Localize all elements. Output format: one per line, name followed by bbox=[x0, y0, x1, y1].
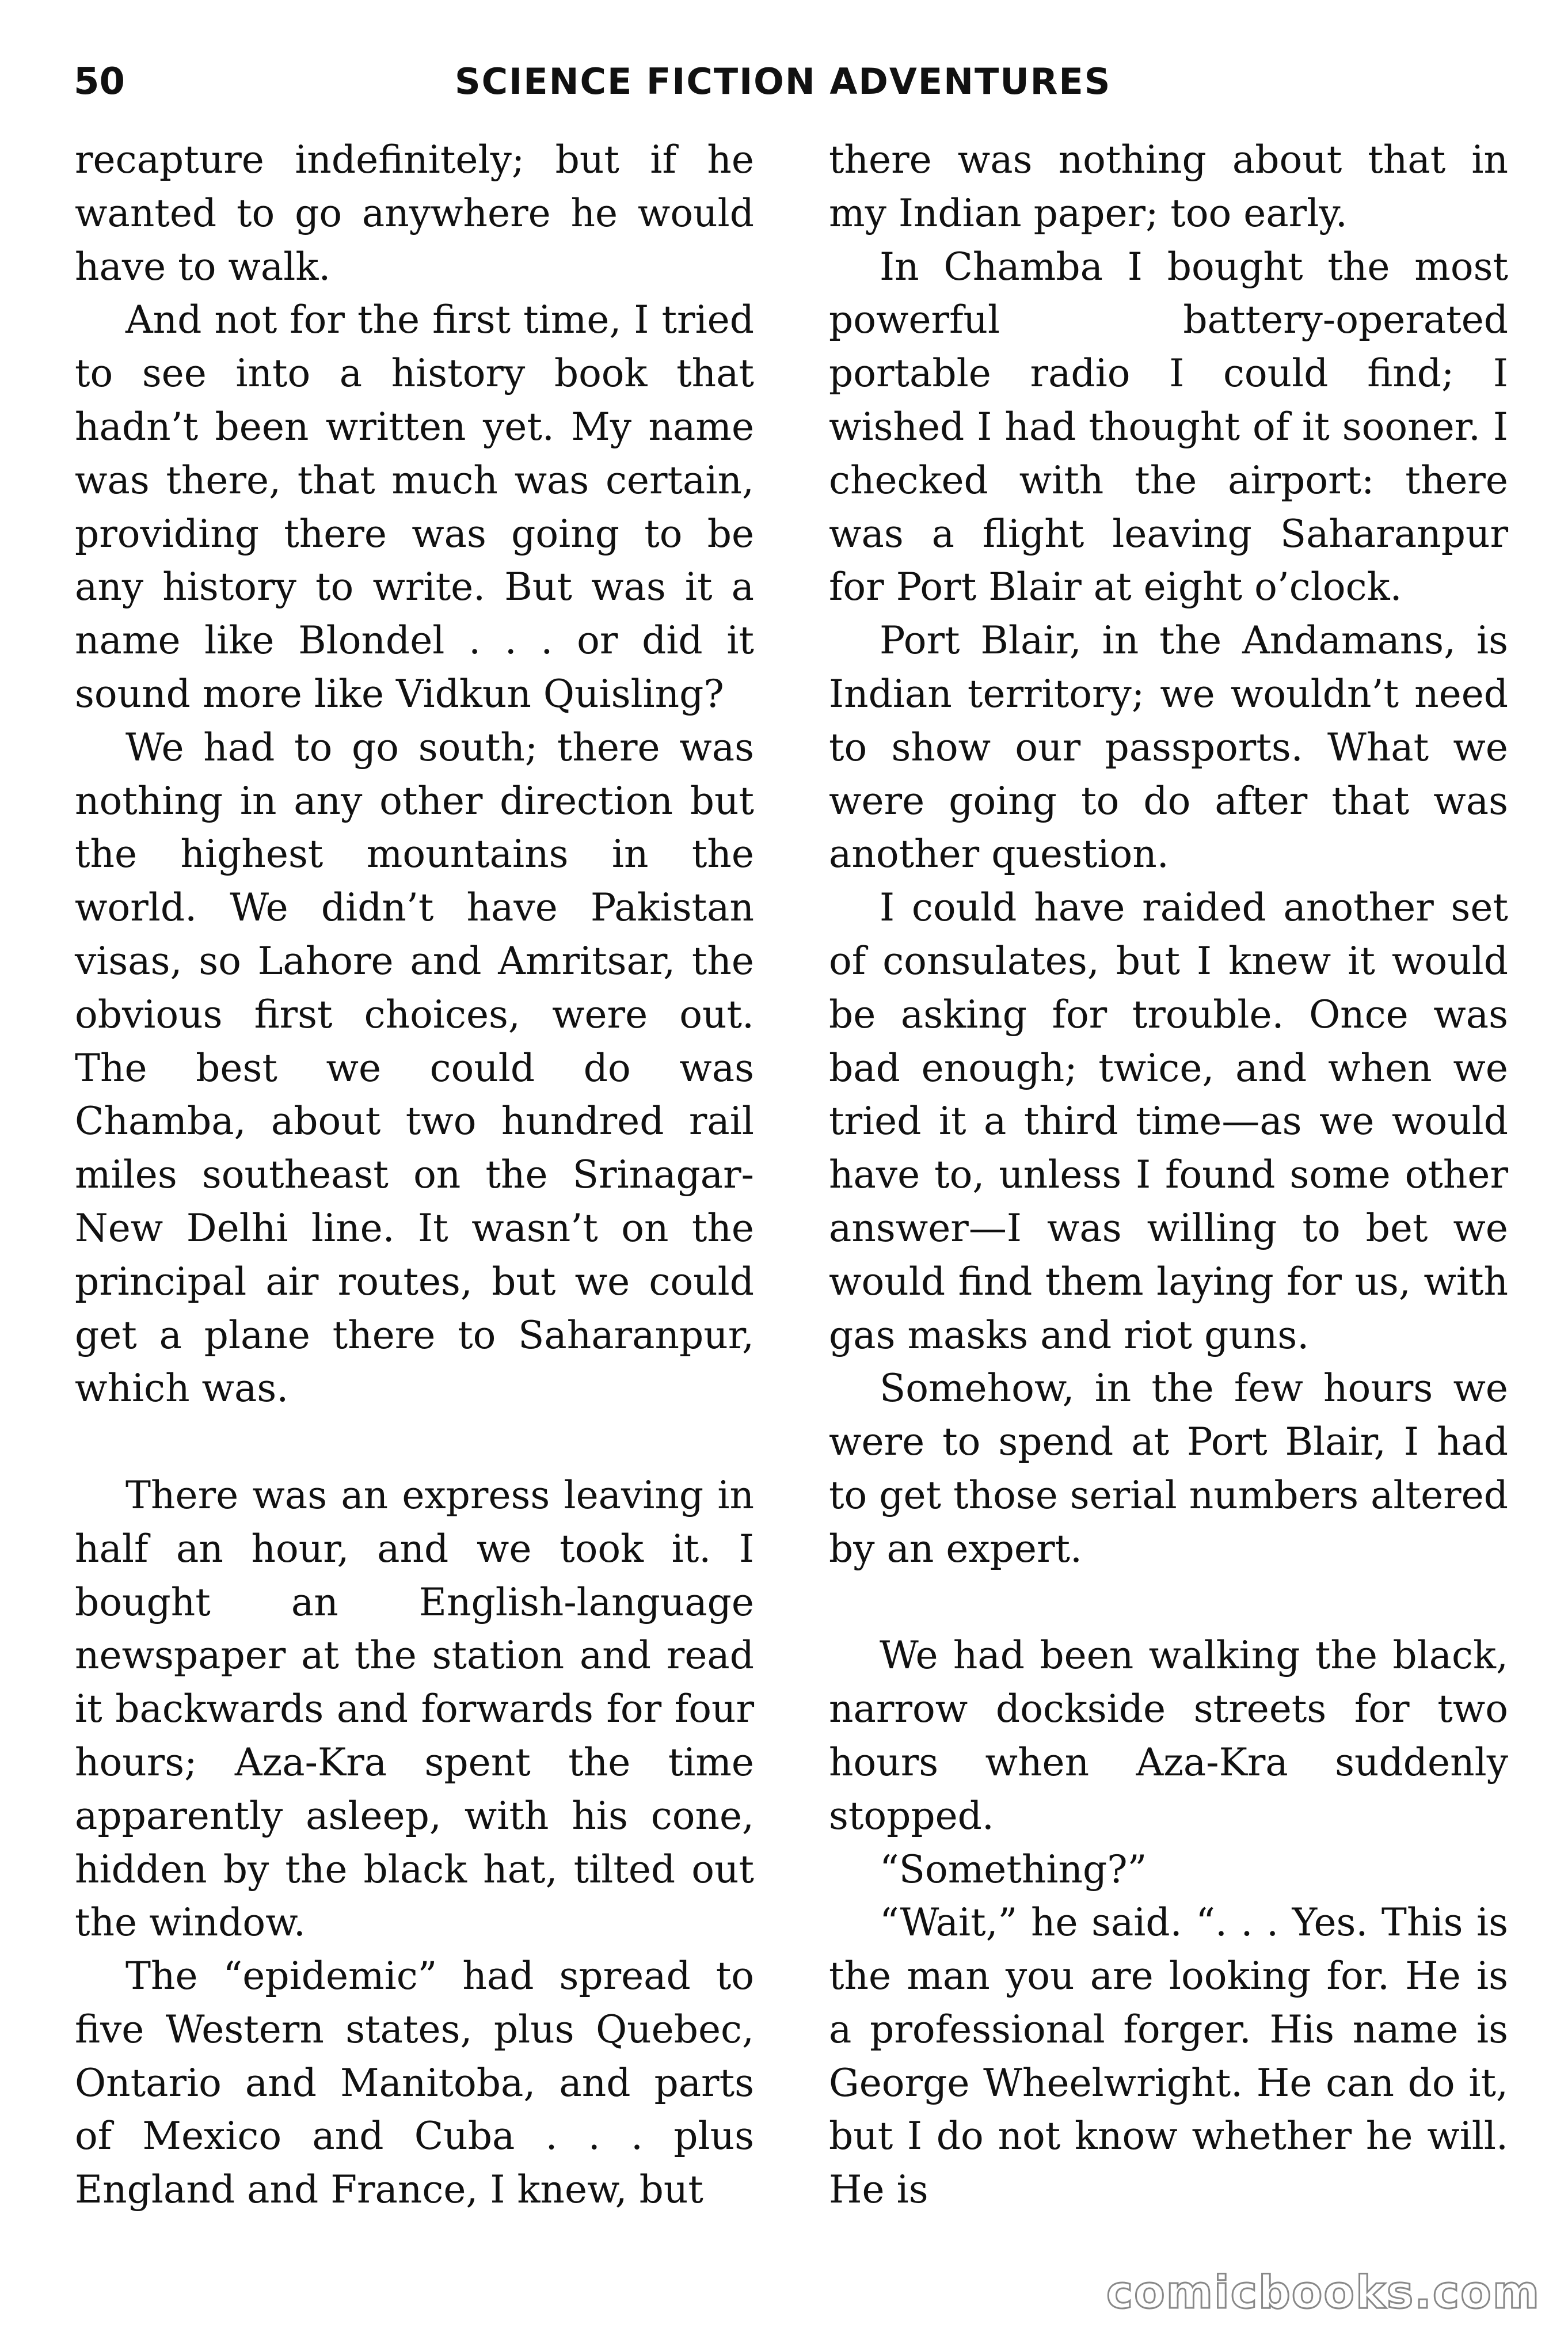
watermark: comicbooks.com bbox=[1106, 2267, 1540, 2319]
paragraph: The “epidemic” had spread to five Western states, plus Quebec, Ontario and Manitoba, and parts of Mexico and Cuba . . . plus England and France, I knew, but bbox=[75, 1954, 754, 2212]
paragraph: Somehow, in the few hours we were to spend at Port Blair, I had to get those serial numbers altered by an expert. bbox=[829, 1366, 1508, 1571]
page-header bbox=[0, 53, 1568, 116]
paragraph: there was nothing about that in my Indian paper; too early. bbox=[829, 138, 1508, 235]
paragraph: “Wait,” he said. “. . . Yes. This is the man you are looking for. He is a professional forger. His name is George Wheelwright. He can do it, but I do not know whether he will. He is bbox=[829, 1900, 1508, 2212]
paragraph: We had to go south; there was nothing in any other direction but the highest mountains in the world. We didn’t have Pakistan visas, so Lahore and Amritsar, the obvious first choices, were out. The best we could do was Chamba, about two hundred rail miles southeast on the Srinagar-New Delhi line. It wasn’t on the principal air routes, but we could get a plane there to Saharanpur, which was. bbox=[75, 725, 754, 1411]
paragraph: I could have raided another set of consulates, but I knew it would be asking for trouble. Once was bad enough; twice, and when we tried it a third time—as we would have to, unless I found some other answer—I was willing to bet we would find them laying for us, with gas masks and riot guns. bbox=[829, 885, 1508, 1357]
right-column bbox=[829, 134, 1508, 2217]
paragraph: recapture indefinitely; but if he wanted to go anywhere he would have to walk. bbox=[75, 138, 754, 289]
left-column bbox=[75, 134, 754, 2217]
paragraph: We had been walking the black, narrow dockside streets for two hours when Aza-Kra suddenly stopped. bbox=[829, 1633, 1508, 1838]
page-number: 50 bbox=[74, 60, 125, 103]
paragraph: “Something?” bbox=[880, 1847, 1147, 1892]
paragraph: In Chamba I bought the most powerful battery-operated portable radio I could find; I wished I had thought of it sooner. I checked with the airport: there was a flight leaving Saharanpur for Port Blair at eight o’clock. bbox=[829, 244, 1508, 610]
paragraph: There was an express leaving in half an hour, and we took it. I bought an English-language newspaper at the station and read it backwards and forwards for four hours; Aza-Kra spent the time apparently asleep, with his cone, hidden by the black hat, tilted out the window. bbox=[75, 1473, 754, 1945]
paragraph: Port Blair, in the Andamans, is Indian territory; we wouldn’t need to show our passports. What we were going to do after that was another question. bbox=[829, 618, 1508, 877]
running-title: SCIENCE FICTION ADVENTURES bbox=[455, 60, 1112, 102]
paragraph: And not for the first time, I tried to see into a history book that hadn’t been written yet. My name was there, that much was certain, providing there was going to be any history to write. But was it a name like Blondel . . . or did it sound more like Vidkun Quisling? bbox=[75, 298, 754, 716]
